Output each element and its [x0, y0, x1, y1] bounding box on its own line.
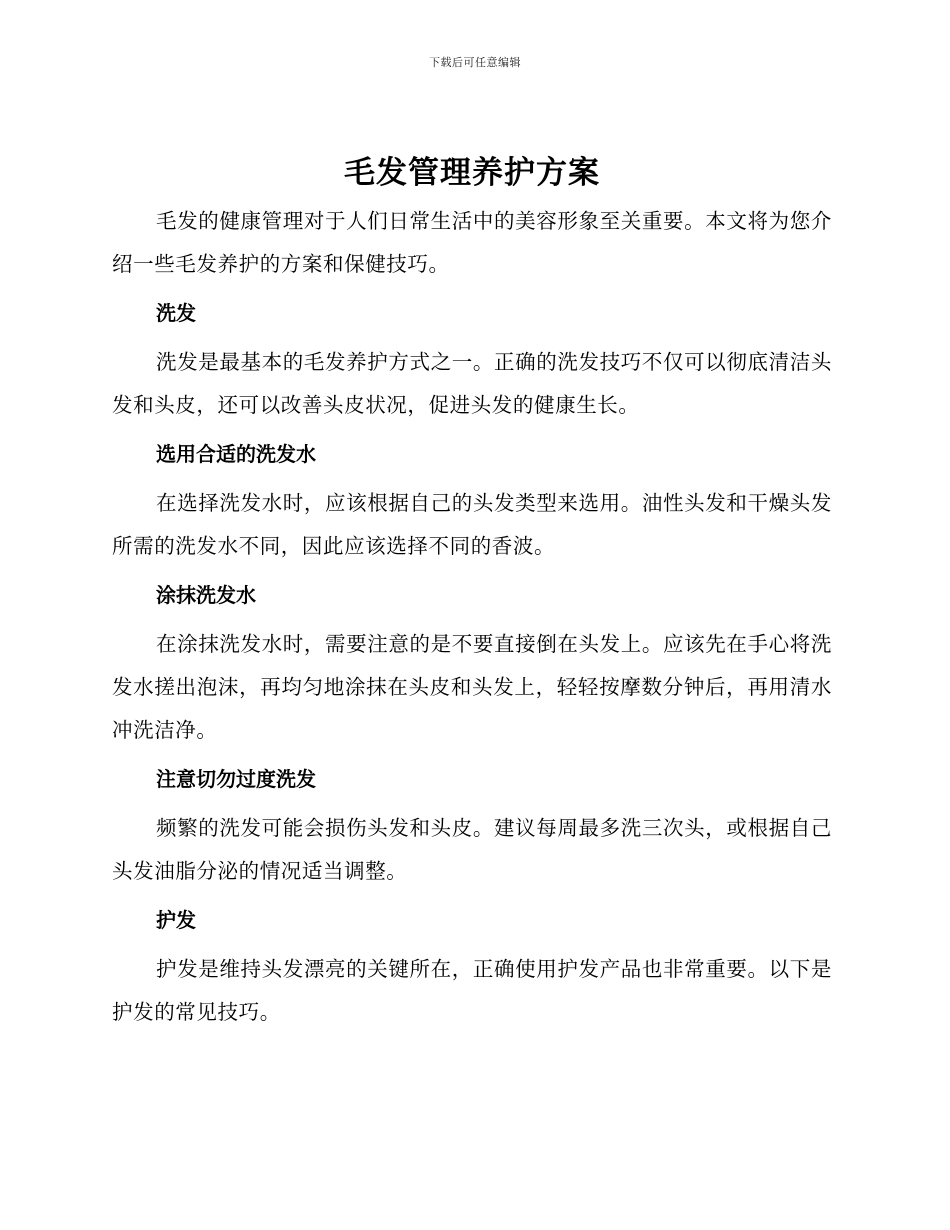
- document-body: [112, 150, 832, 1034]
- paragraph-apply-shampoo: 在涂抹洗发水时，需要注意的是不要直接倒在头发上。应该先在手心将洗发水搓出泡沫，再均匀地涂抹在头皮和头发上，轻轻按摩数分钟后，再用清水冲洗洁净。: [112, 632, 832, 742]
- paragraph-choose-shampoo: 在选择洗发水时，应该根据自己的头发类型来选用。油性头发和干燥头发所需的洗发水不同，因此应该选择不同的香波。: [112, 491, 832, 558]
- paragraph-hair-care: 护发是维持头发漂亮的关键所在，正确使用护发产品也非常重要。以下是护发的常见技巧。: [112, 957, 832, 1024]
- section-heading-apply-shampoo: 涂抹洗发水: [156, 583, 256, 607]
- document-title: 毛发管理养护方案: [344, 155, 600, 191]
- section-heading-hair-care: 护发: [156, 908, 196, 932]
- section-heading-choose-shampoo: 选用合适的洗发水: [156, 442, 316, 466]
- paragraph-washing: 洗发是最基本的毛发养护方式之一。正确的洗发技巧不仅可以彻底清洁头发和头皮，还可以改善头皮状况，促进头发的健康生长。: [112, 350, 832, 417]
- section-heading-avoid-overwashing: 注意切勿过度洗发: [156, 767, 316, 791]
- header-note: 下载后可任意编辑: [429, 56, 521, 69]
- intro-paragraph: 毛发的健康管理对于人们日常生活中的美容形象至关重要。本文将为您介绍一些毛发养护的方案和保健技巧。: [112, 209, 832, 276]
- paragraph-avoid-overwashing: 频繁的洗发可能会损伤头发和头皮。建议每周最多洗三次头，或根据自己头发油脂分泌的情况适当调整。: [112, 816, 832, 883]
- section-heading-washing: 洗发: [156, 301, 196, 325]
